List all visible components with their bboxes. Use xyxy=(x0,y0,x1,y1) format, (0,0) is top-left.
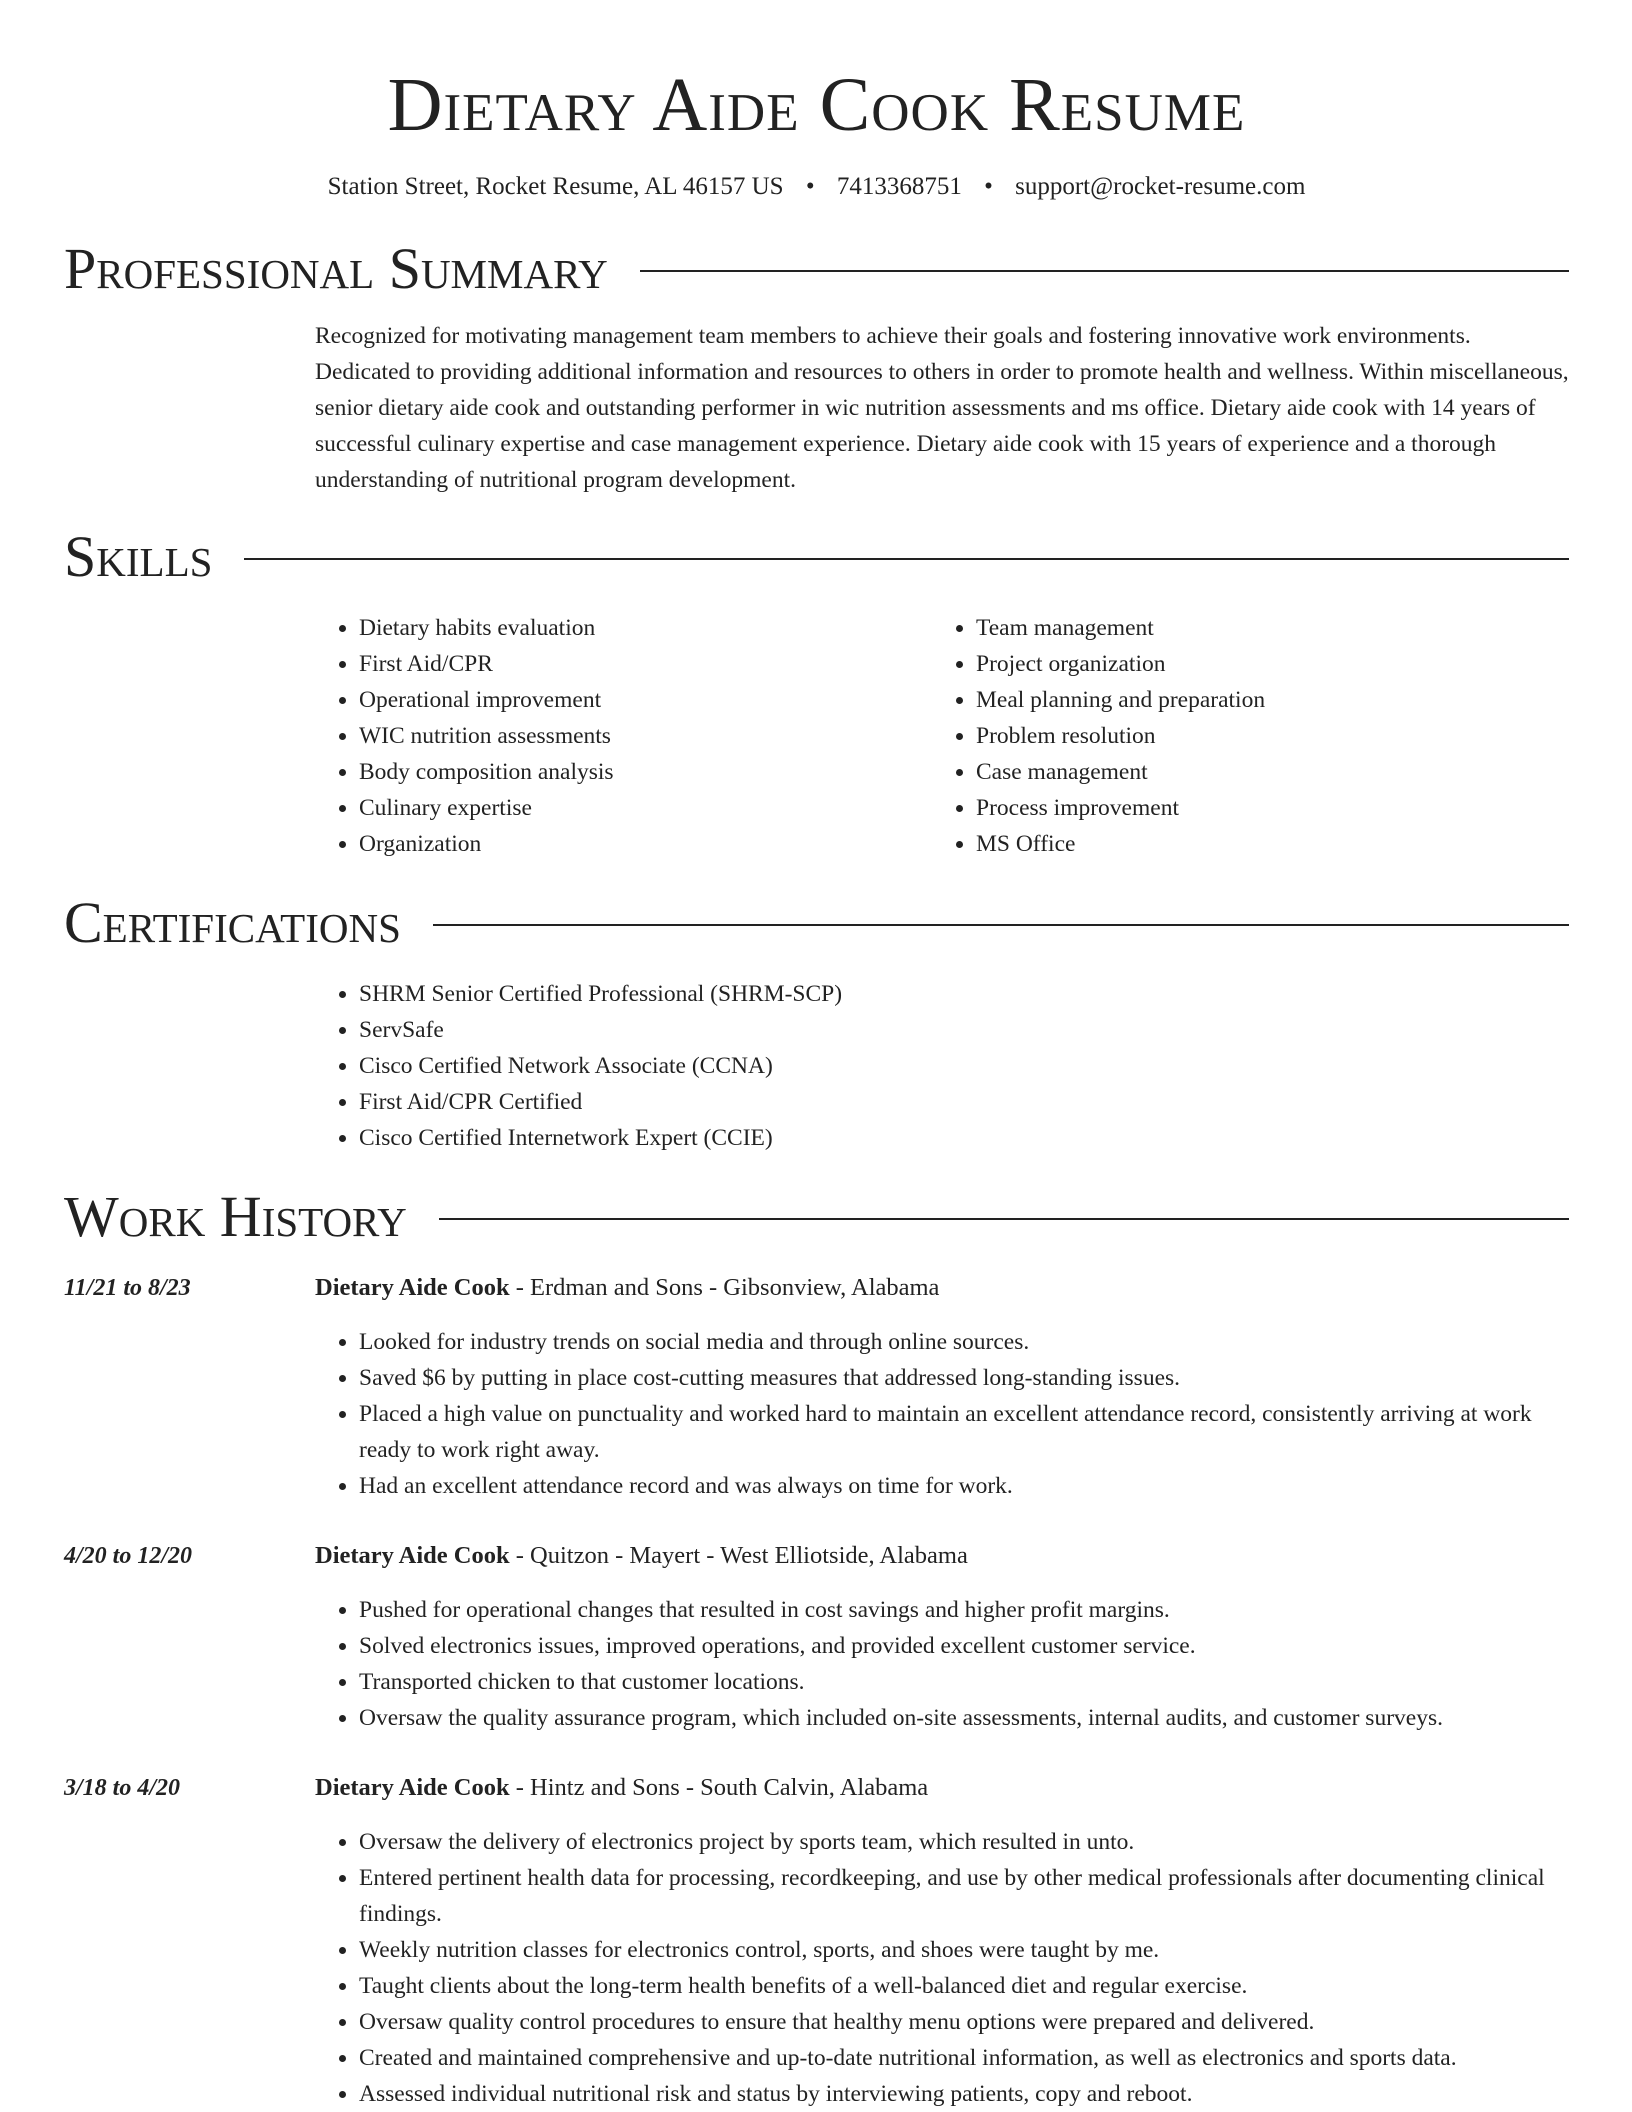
job-company: - Quitzon - Mayert - West Elliotside, Alabama xyxy=(509,1542,968,1569)
certification-item: • Cisco Certified Internetwork Expert (CCIE) xyxy=(359,1120,1569,1156)
certifications-list xyxy=(315,976,1569,1156)
job-role: Dietary Aide Cook xyxy=(315,1274,510,1301)
job-entry xyxy=(64,1270,1569,1504)
work-history-heading: Work History xyxy=(64,1184,407,1249)
skill-item: • Problem resolution xyxy=(976,718,1569,754)
job-dates: 11/21 to 8/23 xyxy=(64,1275,191,1301)
job-entry xyxy=(64,1538,1569,1736)
summary-section-header xyxy=(64,238,1569,300)
contact-line xyxy=(64,172,1569,202)
skills-column-left xyxy=(315,610,932,862)
certification-item: • First Aid/CPR Certified xyxy=(359,1084,1569,1120)
job-duty: • Transported chicken to that customer locations. xyxy=(359,1664,1569,1700)
skills-heading: Skills xyxy=(64,524,213,589)
skills-column-right xyxy=(932,610,1569,862)
job-dates: 4/20 to 12/20 xyxy=(64,1543,193,1569)
job-duty: • Had an excellent attendance record and was always on time for work. xyxy=(359,1468,1569,1504)
job-title-line xyxy=(315,1770,1569,1806)
skills-list xyxy=(315,610,1569,862)
job-title-line xyxy=(315,1538,1569,1574)
skill-item: • First Aid/CPR xyxy=(359,646,932,682)
certifications-section-header xyxy=(64,892,1569,954)
job-title-line xyxy=(315,1270,1569,1306)
job-duty: • Created and maintained comprehensive and up-to-date nutritional information, as well as electronics and sports data. xyxy=(359,2040,1569,2076)
job-duty: • Entered pertinent health data for processing, recordkeeping, and use by other medical professionals after documenting clinical findings. xyxy=(359,1860,1569,1932)
job-role: Dietary Aide Cook xyxy=(315,1542,510,1569)
work-history-section-header xyxy=(64,1186,1569,1248)
resume-page xyxy=(64,0,1569,2112)
skill-item: • Organization xyxy=(359,826,932,862)
skill-item: • Culinary expertise xyxy=(359,790,932,826)
section-divider xyxy=(244,558,1569,560)
job-duty: • Placed a high value on punctuality and worked hard to maintain an excellent attendance record, consistently arriving at work ready to work right away. xyxy=(359,1396,1569,1468)
contact-email: support@rocket-resume.com xyxy=(1015,173,1306,200)
job-duties xyxy=(315,1824,1569,2112)
job-duty: • Saved $6 by putting in place cost-cutting measures that addressed long-standing issues. xyxy=(359,1360,1569,1396)
skill-item: • Operational improvement xyxy=(359,682,932,718)
skill-item: • Meal planning and preparation xyxy=(976,682,1569,718)
skill-item: • WIC nutrition assessments xyxy=(359,718,932,754)
job-role: Dietary Aide Cook xyxy=(315,1774,510,1801)
certification-item: • Cisco Certified Network Associate (CCNA) xyxy=(359,1048,1569,1084)
skill-item: • Project organization xyxy=(976,646,1569,682)
job-duty: • Oversaw the quality assurance program, which included on-site assessments, internal audits, and customer surveys. xyxy=(359,1700,1569,1736)
summary-text: Recognized for motivating management team members to achieve their goals and fostering innovative work environments. Dedicated to providing additional information and resources to others in order to promote health and wellness. Within miscellaneous, senior dietary aide cook and outstanding performer in wic nutrition assessments and ms office. Dietary aide cook with 14 years of successful culinary expertise and case management experience. Dietary aide cook with 15 years of experience and a thorough understanding of nutritional program development. xyxy=(315,323,1569,493)
certification-item: • SHRM Senior Certified Professional (SHRM-SCP) xyxy=(359,976,1569,1012)
certifications-heading: Certifications xyxy=(64,890,401,955)
skill-item: • Dietary habits evaluation xyxy=(359,610,932,646)
section-divider xyxy=(439,1218,1569,1220)
contact-separator: • xyxy=(984,173,993,200)
contact-phone: 7413368751 xyxy=(836,173,962,200)
job-duties xyxy=(315,1324,1569,1504)
page-title: Dietary Aide Cook Resume xyxy=(387,63,1246,147)
job-duty: • Weekly nutrition classes for electronics control, sports, and shoes were taught by me. xyxy=(359,1932,1569,1968)
job-dates: 3/18 to 4/20 xyxy=(64,1775,181,1801)
contact-separator: • xyxy=(805,173,815,200)
skill-item: • Team management xyxy=(976,610,1569,646)
skill-item: • Process improvement xyxy=(976,790,1569,826)
section-divider xyxy=(433,924,1569,926)
certification-item: • ServSafe xyxy=(359,1012,1569,1048)
skills-section-header xyxy=(64,526,1569,588)
skill-item: • Body composition analysis xyxy=(359,754,932,790)
job-duty: • Solved electronics issues, improved operations, and provided excellent customer service. xyxy=(359,1628,1569,1664)
job-duty: • Taught clients about the long-term health benefits of a well-balanced diet and regular exercise. xyxy=(359,1968,1569,2004)
skill-item: • MS Office xyxy=(976,826,1569,862)
job-duty: • Looked for industry trends on social media and through online sources. xyxy=(359,1324,1569,1360)
job-company: - Erdman and Sons - Gibsonview, Alabama xyxy=(509,1274,940,1301)
job-duties xyxy=(315,1592,1569,1736)
job-duty: • Oversaw the delivery of electronics project by sports team, which resulted in unto. xyxy=(359,1824,1569,1860)
job-company: - Hintz and Sons - South Calvin, Alabama xyxy=(509,1774,929,1801)
job-entry xyxy=(64,1770,1569,2112)
section-divider xyxy=(640,270,1569,272)
job-duty: • Oversaw quality control procedures to ensure that healthy menu options were prepared and delivered. xyxy=(359,2004,1569,2040)
skill-item: • Case management xyxy=(976,754,1569,790)
job-duty: • Assessed individual nutritional risk and status by interviewing patients, copy and reboot. xyxy=(359,2076,1569,2112)
job-duty: • Pushed for operational changes that resulted in cost savings and higher profit margins. xyxy=(359,1592,1569,1628)
summary-heading: Professional Summary xyxy=(64,236,608,301)
contact-address: Station Street, Rocket Resume, AL 46157 US xyxy=(327,173,784,200)
